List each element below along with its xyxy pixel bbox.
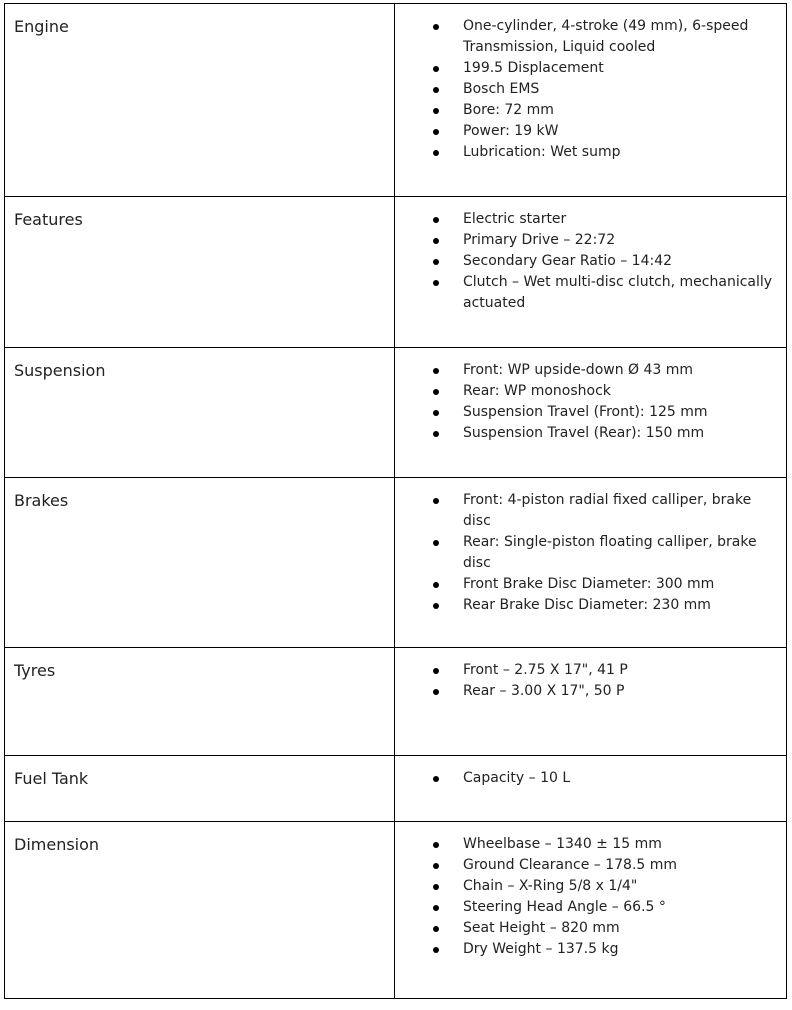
bullet-dot-icon xyxy=(433,498,439,504)
bullet-dot-icon xyxy=(433,259,439,265)
spec-list-item xyxy=(395,360,778,381)
spec-item-text: Seat Height – 820 mm xyxy=(463,920,620,936)
spec-list-item xyxy=(395,58,778,79)
spec-label-cell xyxy=(5,648,395,756)
spec-values-cell xyxy=(395,478,787,648)
spec-item-text: Rear – 3.00 X 17", 50 P xyxy=(463,683,625,699)
bullet-dot-icon xyxy=(433,905,439,911)
bullet-dot-icon xyxy=(433,689,439,695)
bullet-dot-icon xyxy=(433,108,439,114)
spec-list-item xyxy=(395,834,778,855)
spec-label: Tyres xyxy=(14,661,56,680)
spec-item-text: Ground Clearance – 178.5 mm xyxy=(463,857,678,873)
spec-item-text: Rear: WP monoshock xyxy=(463,383,611,399)
bullet-dot-icon xyxy=(433,389,439,395)
spec-label: Suspension xyxy=(14,361,106,380)
spec-row-suspension xyxy=(5,348,787,478)
spec-label-cell xyxy=(5,756,395,822)
spec-label: Features xyxy=(14,210,83,229)
spec-list-item xyxy=(395,876,778,897)
bullet-dot-icon xyxy=(433,947,439,953)
spec-list-item xyxy=(395,660,778,681)
bullet-dot-icon xyxy=(433,280,439,286)
spec-item-text: Rear: Single-piston floating calliper, brake disc xyxy=(463,534,757,571)
spec-item-text: Dry Weight – 137.5 kg xyxy=(463,941,619,957)
bullet-dot-icon xyxy=(433,24,439,30)
bullet-dot-icon xyxy=(433,150,439,156)
spec-item-text: Bosch EMS xyxy=(463,81,540,97)
spec-item-text: Chain – X-Ring 5/8 x 1/4" xyxy=(463,878,638,894)
spec-row-engine xyxy=(5,4,787,197)
bullet-dot-icon xyxy=(433,668,439,674)
spec-list-item xyxy=(395,681,778,702)
bullet-dot-icon xyxy=(433,129,439,135)
spec-item-text: Electric starter xyxy=(463,211,567,227)
spec-row-features xyxy=(5,197,787,348)
spec-item-text: One-cylinder, 4-stroke (49 mm), 6-speed Transmission, Liquid cooled xyxy=(463,18,749,55)
spec-list-item xyxy=(395,251,778,272)
spec-list-item xyxy=(395,939,778,960)
bullet-dot-icon xyxy=(433,863,439,869)
spec-item-text: Suspension Travel (Rear): 150 mm xyxy=(463,425,705,441)
bullet-dot-icon xyxy=(433,884,439,890)
spec-list-item xyxy=(395,897,778,918)
spec-item-text: Primary Drive – 22:72 xyxy=(463,232,616,248)
spec-label-cell xyxy=(5,4,395,197)
spec-list-item xyxy=(395,16,778,58)
spec-label-cell xyxy=(5,197,395,348)
spec-item-text: 199.5 Displacement xyxy=(463,60,604,76)
spec-list xyxy=(395,197,786,314)
spec-item-text: Power: 19 kW xyxy=(463,123,559,139)
spec-values-cell xyxy=(395,756,787,822)
spec-values-cell xyxy=(395,197,787,348)
spec-item-text: Lubrication: Wet sump xyxy=(463,144,621,160)
spec-list xyxy=(395,648,786,702)
spec-list-item xyxy=(395,595,778,616)
spec-item-text: Clutch – Wet multi-disc clutch, mechanically actuated xyxy=(463,274,773,311)
spec-label-cell xyxy=(5,348,395,478)
spec-label: Dimension xyxy=(14,835,100,854)
spec-list-item xyxy=(395,100,778,121)
spec-list-item xyxy=(395,209,778,230)
bullet-dot-icon xyxy=(433,87,439,93)
spec-list-item xyxy=(395,855,778,876)
spec-list-item xyxy=(395,574,778,595)
specifications-table xyxy=(4,3,787,999)
spec-item-text: Wheelbase – 1340 ± 15 mm xyxy=(463,836,662,852)
spec-list xyxy=(395,478,786,616)
spec-list xyxy=(395,756,786,789)
spec-item-text: Front – 2.75 X 17", 41 P xyxy=(463,662,628,678)
spec-item-text: Front: 4-piston radial fixed calliper, brake disc xyxy=(463,492,752,529)
spec-values-cell xyxy=(395,648,787,756)
spec-list xyxy=(395,348,786,444)
bullet-dot-icon xyxy=(433,368,439,374)
bullet-dot-icon xyxy=(433,431,439,437)
spec-list-item xyxy=(395,79,778,100)
bullet-dot-icon xyxy=(433,926,439,932)
spec-item-text: Front: WP upside-down Ø 43 mm xyxy=(463,362,694,378)
spec-list-item xyxy=(395,768,778,789)
spec-list-item xyxy=(395,121,778,142)
spec-item-text: Rear Brake Disc Diameter: 230 mm xyxy=(463,597,711,613)
spec-values-cell xyxy=(395,822,787,999)
spec-values-cell xyxy=(395,4,787,197)
spec-list-item xyxy=(395,272,778,314)
spec-label-cell xyxy=(5,478,395,648)
spec-item-text: Secondary Gear Ratio – 14:42 xyxy=(463,253,673,269)
spec-row-dimension xyxy=(5,822,787,999)
spec-item-text: Capacity – 10 L xyxy=(463,770,571,786)
bullet-dot-icon xyxy=(433,410,439,416)
spec-label: Engine xyxy=(14,17,69,36)
spec-list-item xyxy=(395,142,778,163)
spec-list-item xyxy=(395,490,778,532)
spec-list-item xyxy=(395,918,778,939)
spec-item-text: Suspension Travel (Front): 125 mm xyxy=(463,404,708,420)
spec-row-brakes xyxy=(5,478,787,648)
bullet-dot-icon xyxy=(433,776,439,782)
bullet-dot-icon xyxy=(433,540,439,546)
spec-label-cell xyxy=(5,822,395,999)
spec-list-item xyxy=(395,402,778,423)
spec-label: Fuel Tank xyxy=(14,769,89,788)
bullet-dot-icon xyxy=(433,603,439,609)
bullet-dot-icon xyxy=(433,582,439,588)
spec-list xyxy=(395,4,786,163)
spec-list-item xyxy=(395,532,778,574)
bullet-dot-icon xyxy=(433,66,439,72)
bullet-dot-icon xyxy=(433,842,439,848)
spec-row-fuel-tank xyxy=(5,756,787,822)
bullet-dot-icon xyxy=(433,217,439,223)
spec-row-tyres xyxy=(5,648,787,756)
spec-list-item xyxy=(395,423,778,444)
spec-list-item xyxy=(395,230,778,251)
spec-list xyxy=(395,822,786,960)
spec-item-text: Steering Head Angle – 66.5 ° xyxy=(463,899,666,915)
bullet-dot-icon xyxy=(433,238,439,244)
spec-list-item xyxy=(395,381,778,402)
spec-values-cell xyxy=(395,348,787,478)
spec-label: Brakes xyxy=(14,491,69,510)
spec-item-text: Front Brake Disc Diameter: 300 mm xyxy=(463,576,715,592)
spec-item-text: Bore: 72 mm xyxy=(463,102,554,118)
